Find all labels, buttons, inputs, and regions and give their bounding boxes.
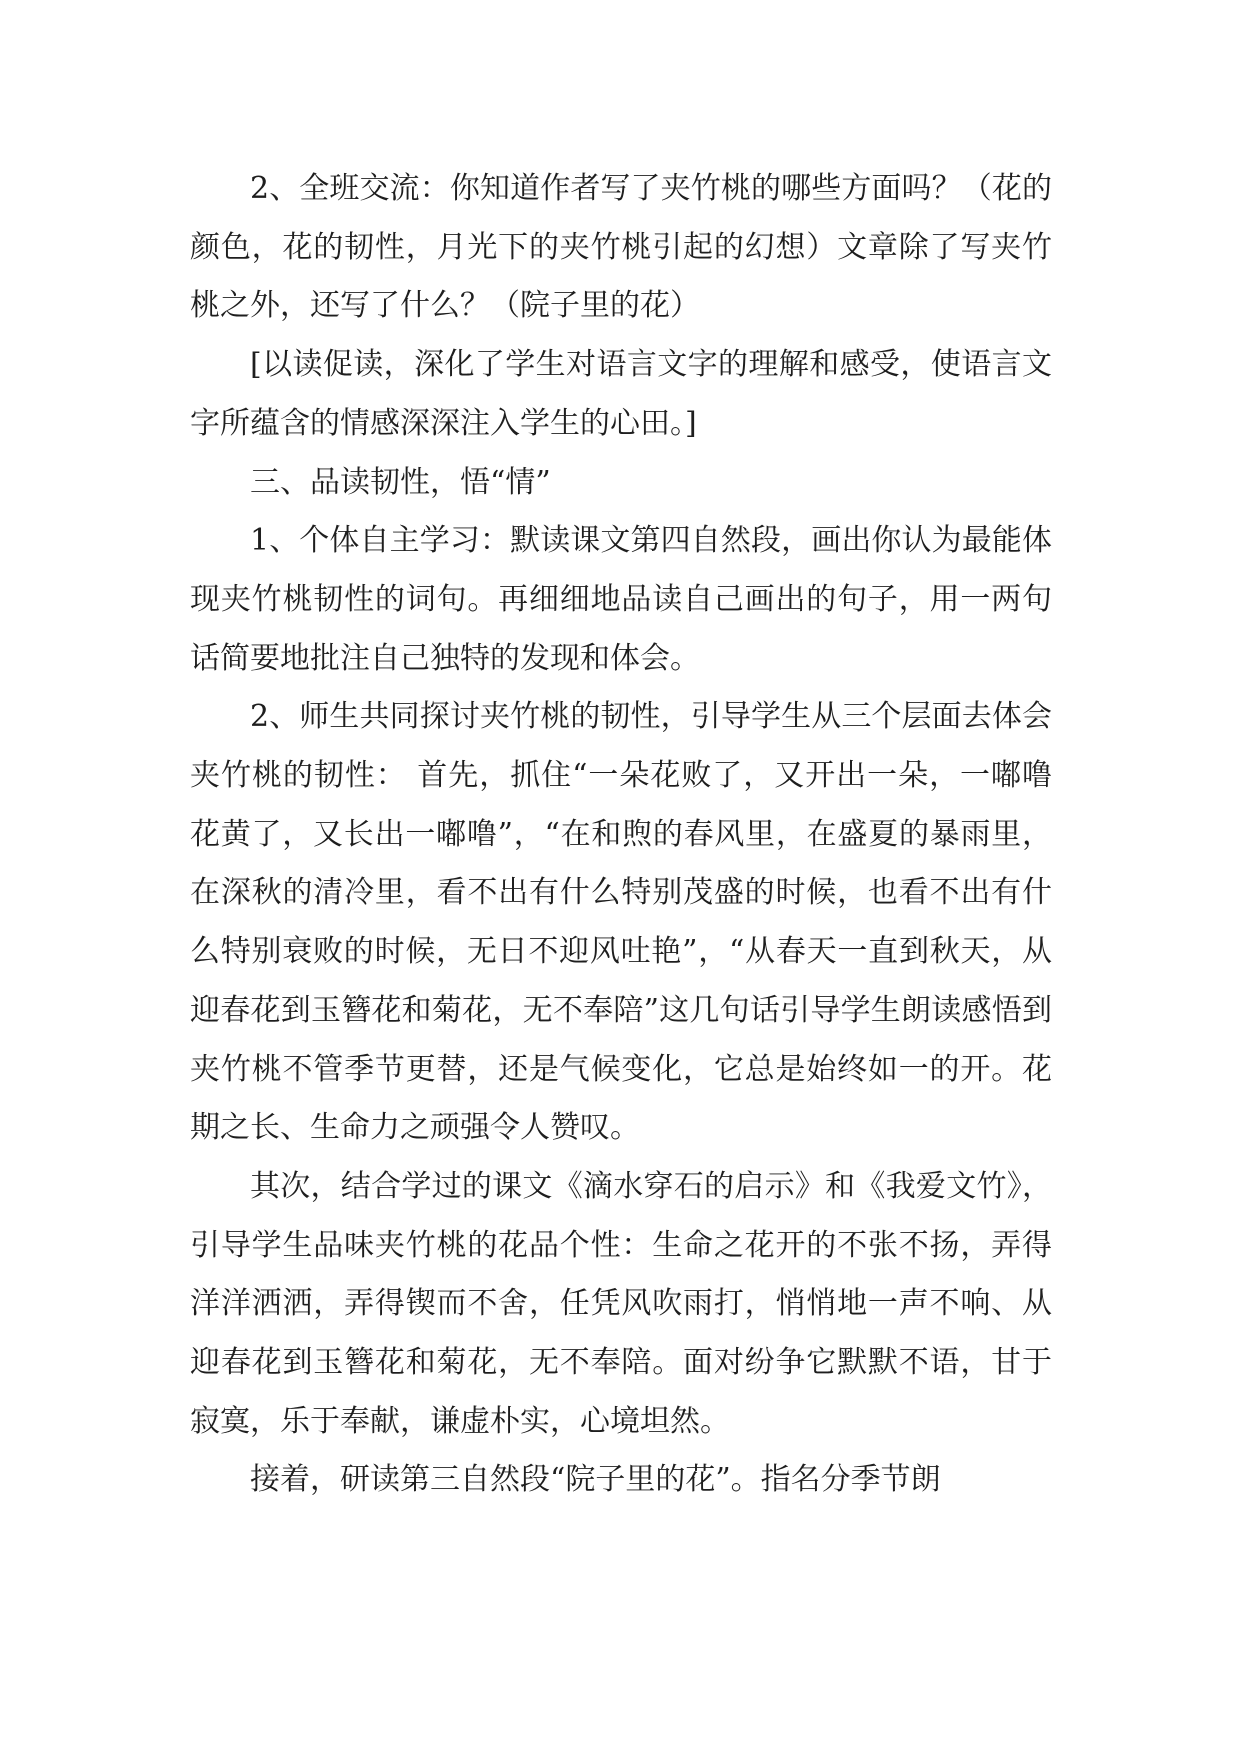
document-body (190, 160, 1052, 1510)
paragraph-joint-discussion: 2、师生共同探讨夹竹桃的韧性，引导学生从三个层面去体会夹竹桃的韧性： 首先，抓住“一朵花败了，又开出一朵，一嘟噜花黄了，又长出一嘟噜”，“在和煦的春风里，在盛夏的暴雨里，在深秋的清冷里，看不出有什么特别茂盛的时候，也看不出有什么特别衰败的时候，无日不迎风吐艳”，“从春天一直到秋天，从迎春花到玉簪花和菊花，无不奉陪”这几句话引导学生朗读感悟到夹竹桃不管季节更替，还是气候变化，它总是始终如一的开。花期之长、生命力之顽强令人赞叹。 (190, 699, 1052, 1146)
paragraph-third-level: 接着，研读第三自然段“院子里的花”。指名分季节朗 (250, 1462, 941, 1498)
paragraph-class-discussion: 2、全班交流：你知道作者写了夹竹桃的哪些方面吗？（花的颜色，花的韧性，月光下的夹竹桃引起的幻想）文章除了写夹竹桃之外，还写了什么？（院子里的花） (190, 171, 1052, 324)
section-heading-three: 三、品读韧性，悟“情” (250, 464, 551, 500)
paragraph-teaching-note: [以读促读，深化了学生对语言文字的理解和感受，使语言文字所蕴含的情感深深注入学生的心田。] (190, 347, 1052, 441)
paragraph-second-level: 其次，结合学过的课文《滴水穿石的启示》和《我爱文竹》，引导学生品味夹竹桃的花品个性：生命之花开的不张不扬，弄得洋洋洒洒，弄得锲而不舍，任凭风吹雨打，悄悄地一声不响、从迎春花到玉簪花和菊花，无不奉陪。面对纷争它默默不语，甘于寂寞，乐于奉献，谦虚朴实，心境坦然。 (190, 1168, 1052, 1439)
paragraph-individual-study: 1、个体自主学习：默读课文第四自然段，画出你认为最能体现夹竹桃韧性的词句。再细细地品读自己画出的句子，用一两句话简要地批注自己独特的发现和体会。 (190, 523, 1052, 676)
